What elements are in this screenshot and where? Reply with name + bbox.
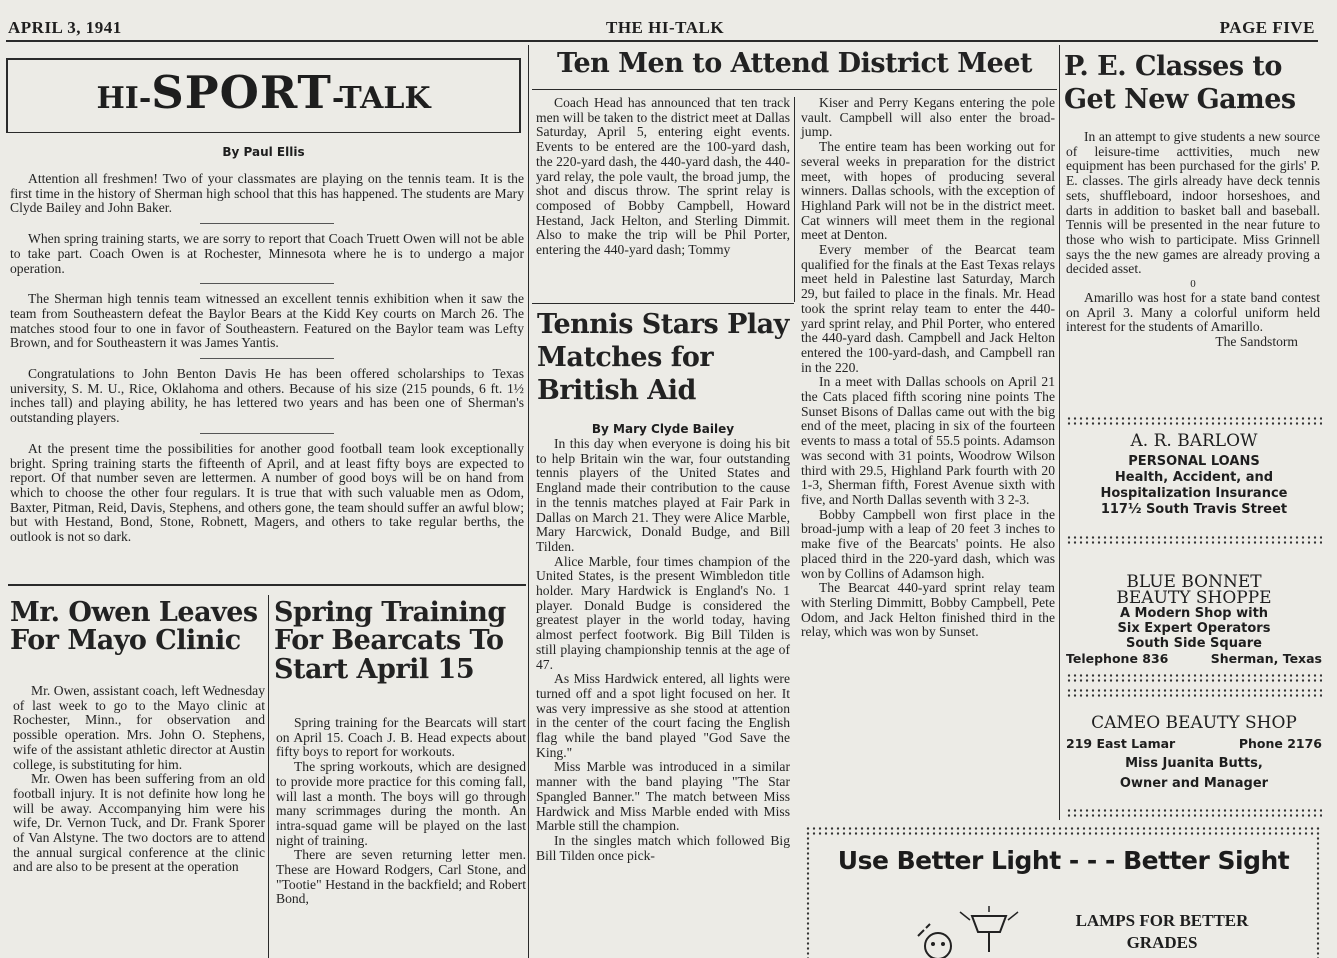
ad-border (1066, 688, 1322, 697)
cartoon-head (925, 933, 951, 958)
light-ad-slogan: Use Better Light - - - Better Sight (837, 846, 1290, 875)
ad-border (1066, 535, 1322, 544)
owen-paragraph: Mr. Owen has been suffering from an old football injury. It is not definite how long he will be away. Accompanying him were his wife, Dr. Vernon Tuck, and Dr. Frank Sporer of Van Alstyne. The two doctors are to attend the annual surgical conference at the clinic and are also to be present at the operation (13, 771, 265, 875)
ad-border (805, 826, 811, 958)
bluebonnet-name: BEAUTY SHOPPE (1116, 588, 1272, 608)
issue-date: APRIL 3, 1941 (8, 18, 122, 37)
column-body (10, 172, 524, 545)
pe-note: Amarillo was host for a state band contest on April 3. Many a colorful uniform held interest for the students of Amarillo. (1066, 290, 1320, 335)
headline-rule (532, 89, 1057, 90)
owen-headline: Mr. Owen Leaves For Mayo Clinic (10, 597, 258, 657)
district-paragraph: Kiser and Perry Kegans entering the pole vault. Campbell will also enter the broad-jump. (801, 95, 1055, 140)
bluebonnet-line: Six Expert Operators (1117, 621, 1271, 636)
district-paragraph: In a meet with Dallas schools on April 21 the Cats placed fifth scoring nine points The Sunset Bisons of Dallas came out with the big end of the meet, placing in six of the fourteen events to mass a total of 55.5 points. Adamson was second with 31 points, Woodrow Wilson third with 29.5, Highland Park fourth with 20 1-3, Sherman fifth, Forest Avenue sixth with five, and North Dallas seventh with 3 2-3. (801, 374, 1055, 507)
column-paragraph: Congratulations to John Benton Davis He has been offered scholarships to Texas university, S. M. U., Rice, Oklahoma and others. Because of his size (215 pounds, 6 ft. 1½ inches tall) and playing ability, he has lettered two years and has been one of Sherman's outstanding players. (10, 366, 524, 426)
paragraph-divider (200, 283, 334, 284)
barlow-line: Hospitalization Insurance (1100, 486, 1288, 501)
cartoon-eye (931, 942, 935, 946)
barlow-line: Health, Accident, and (1114, 470, 1274, 485)
column-rule (268, 595, 269, 958)
pe-headline: P. E. Classes to Get New Games (1064, 51, 1296, 115)
column-byline: By Paul Ellis (222, 145, 305, 159)
district-paragraph: Every member of the Bearcat team qualified for the finals at the East Texas relays meet held in Palestine last Saturday, March 29, but failed to place in the finals. Mr. Head took the sprint relay team to enter the 440-yard sprint relay, and Phil Porter, who entered the 440-yard dash. Campbell and Jack Helton entered the 100-yard-dash, and Campbell ran in the 220. (801, 242, 1055, 375)
pe-paragraph: In an attempt to give students a new source of leisure-time acttivities, much new equipment has been purchased for the girls' P. E. classes. The girls already have deck tennis sets, shuffleboard, indoor horseshoes, and darts in addition to basket ball and baseball. Tennis will be presented in the near future to those who wish to participate. Miss Grinnell says the the new games are already proving a decided asset. (1066, 129, 1320, 277)
light-rays (960, 906, 1018, 920)
tennis-paragraph: In the singles match which followed Big Bill Tilden once pick- (536, 832, 790, 863)
tennis-paragraph: Alice Marble, four times champion of the United States, is the present Wimbledon title holder. Mary Hardwick is England's No. 1 player. Donald Budge is considered the greatest player in the world today, having almost perfect footwork. Big Bill Tilden is still playing championship tennis at the age of 47. (536, 553, 790, 672)
ad-border (805, 826, 1321, 835)
section-rule (532, 303, 794, 304)
paragraph-divider (200, 358, 334, 359)
cameo-contact-row (1066, 736, 1322, 752)
column-paragraph: Attention all freshmen! Two of your classmates are playing on the tennis team. It is the first time in the history of Sherman high school that this has happened. The students are Mary Clyde Bailey and John Baker. (10, 171, 524, 216)
cameo-phone: Phone 2176 (1238, 736, 1322, 751)
cameo-owner: Miss Juanita Butts, (1125, 756, 1263, 771)
barlow-line: PERSONAL LOANS (1128, 454, 1260, 469)
section-rule (8, 584, 526, 586)
column-rule (528, 45, 529, 958)
light-ad-line: LAMPS FOR BETTER (1075, 911, 1249, 930)
tennis-paragraph: In this day when everyone is doing his bit to help Britain win the war, four outstanding tennis players of the United States and England made their contribution to the cause in the tennis matches played at Fair Park in Dallas on March 21. They were Alice Marble, Mary Harcwick, Donald Budge, and Bill Tilden. (536, 436, 790, 554)
tennis-headline: Tennis Stars Play Matches for British Aid (537, 309, 789, 406)
district-paragraph: The Bearcat 440-yard sprint relay team with Sterling Dimmitt, Bobby Campbell, Pete Odom, and Jack Helton finished third in the relay, which was won by Sunset. (801, 580, 1055, 640)
light-ad-line: GRADES (1126, 933, 1198, 952)
newspaper-name: THE HI-TALK (606, 18, 725, 37)
barlow-name: A. R. BARLOW (1130, 431, 1258, 451)
bluebonnet-contact-row (1066, 651, 1322, 667)
masthead-rule (6, 40, 1318, 42)
district-body-left (536, 96, 790, 258)
bluebonnet-name: BLUE BONNET (1126, 572, 1262, 592)
column-paragraph: At the present time the possibilities for another good football team look exceptionally bright. Spring training starts the fifteenth of April, and at least fifty boys are expected to report. Of that number seven are lettermen. A number of good boys will be on hand from which to choose the other four regulars. It is true that with such valuable men as Odom, Baxter, Pitman, Reid, Davis, Stephens, and others gone, the team should suffer an awful blow; but with Hestand, Bond, Stone, Robnett, Magers, and others to take regular berths, the outlook is not so dark. (10, 440, 524, 545)
owen-body (13, 684, 265, 875)
cameo-owner-title: Owner and Manager (1119, 776, 1269, 791)
district-headline: Ten Men to Attend District Meet (556, 48, 1033, 79)
ad-border (1066, 416, 1322, 425)
owen-paragraph: Mr. Owen, assistant coach, left Wednesday of last week to go to the Mayo clinic at Rochester, Minn., for observation and possible operation. Mrs. John O. Stephens, wife of the assistant athletic director at Austin college, is substituting for him. (13, 683, 265, 772)
cartoon-sparkle (918, 924, 930, 936)
district-paragraph: The entire team has been working out for several weeks in preparation for the district meet, with hopes of producing several winners. Dallas schools, with the exception of Highland Park will not be in the district meet. Cat winners will meet them in the regional meet at Denton. (801, 139, 1055, 243)
paragraph-divider (200, 223, 334, 224)
ad-border (1066, 673, 1322, 682)
spring-headline: Spring Training For Bearcats To Start April 15 (274, 597, 506, 685)
tennis-body (536, 437, 790, 863)
district-paragraph: Coach Head has announced that ten track men will be taken to the district meet at Dallas Saturday, April 5, entering eight events. Events to be entered are the 100-yard dash, the 220-yard dash, the 440-yard dash, the 440-yard relay, the pole vault, the broad jump, the shot and discus throw. The sprint relay is composed of Bobby Campbell, Howard Hestand, Jack Helton, and Sterling Dimmit. Also to make the trip will be Phil Porter, entering the 440-yard dash; Tommy (536, 95, 790, 258)
spring-paragraph: Spring training for the Bearcats will start on April 15. Coach J. B. Head expects about fifty boys to report for workouts. (276, 715, 526, 760)
barlow-address: 117½ South Travis Street (1100, 502, 1288, 517)
spring-paragraph: There are seven returning letter men. These are Howard Rodgers, Carl Stone, and "Tootie" Hestand in the backfield; and Robert Bond, (276, 847, 526, 907)
column-title-main: SPORT (151, 66, 332, 119)
district-paragraph: Bobby Campbell won first place in the broad-jump with a leap of 20 feet 3 inches to make five of the Bearcats' points. He also placed third in the 220-yard dash, which was won by Collins of Adamson high. (801, 506, 1055, 581)
cartoon-eye (941, 942, 945, 946)
spring-paragraph: The spring workouts, which are designed to provide more practice for this coming fall, will last a month. The boys will go through many scrimmages during the month. An intra-squad game will be played on the last night of training. (276, 759, 526, 848)
spring-body (276, 716, 526, 907)
tennis-paragraph: Miss Marble was introduced in a similar manner with the band playing "The Star Spangled Banner." The match between Miss Hardwick and Miss Marble ended with Miss Marble still the champion. (536, 759, 790, 834)
tennis-paragraph: As Miss Hardwick entered, all lights were turned off and a spot light focused on her. It was very impressive as she stood at attention in the center of the court facing the English flag while the band played "God Save the King." (536, 671, 790, 760)
pe-body (1066, 130, 1320, 350)
pe-divider: 0 (1190, 278, 1196, 291)
column-paragraph: When spring training starts, we are sorry to report that Coach Truett Owen will not be able to take part. Coach Owen is at Rochester, Minnesota where he is to undergo a major operation. (10, 231, 524, 276)
ad-border (1315, 826, 1321, 958)
page-number: PAGE FIVE (1219, 18, 1315, 37)
bluebonnet-line: South Side Square (1126, 636, 1262, 651)
cameo-address: 219 East Lamar (1066, 736, 1176, 751)
pe-credit: The Sandstorm (1215, 334, 1298, 350)
cameo-ad (1066, 714, 1322, 792)
tennis-byline: By Mary Clyde Bailey (591, 422, 735, 436)
cameo-name: CAMEO BEAUTY SHOP (1091, 713, 1297, 733)
lamp-cartoon-illustration (900, 906, 1050, 958)
light-ad-text (1012, 910, 1312, 954)
column-title-prefix: HI- (96, 81, 152, 116)
column-rule (794, 97, 795, 302)
column-rule (1059, 45, 1060, 820)
paragraph-divider (200, 433, 334, 434)
barlow-ad (1066, 432, 1322, 518)
bluebonnet-ad (1066, 574, 1322, 667)
bluebonnet-phone: Telephone 836 (1066, 651, 1169, 666)
column-paragraph: The Sherman high tennis team witnessed an excellent tennis exhibition when it saw the team from Southeastern defeat the Baylor Bears at the Kidd Key courts on March 26. The matches stood four to one in favor of Southeastern. Featured on the Baylor team was Lefty Brown, and for Southeastern it was James Yantis. (10, 291, 524, 351)
bluebonnet-city: Sherman, Texas (1210, 651, 1322, 666)
column-title-suffix: -TALK (331, 81, 431, 116)
bluebonnet-line: A Modern Shop with (1119, 606, 1269, 621)
ad-border (1066, 808, 1322, 817)
district-body-right (801, 96, 1055, 640)
column-title (6, 66, 521, 119)
lamp-icon (972, 916, 1006, 932)
